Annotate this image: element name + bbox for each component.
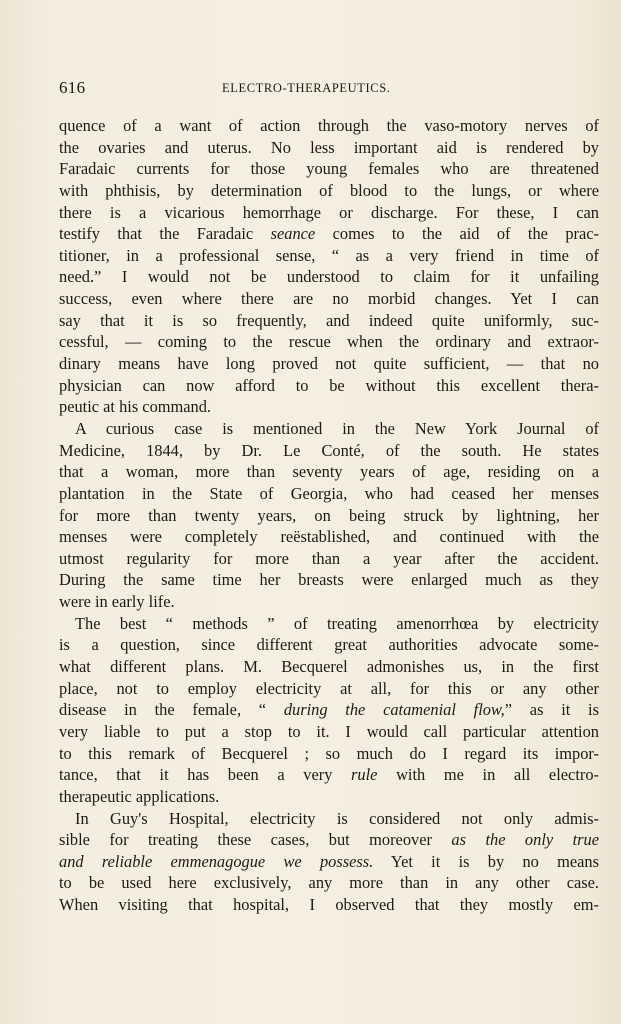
text-line: cessful, — coming to the rescue when the ordinary and extraor- xyxy=(59,332,599,352)
text-segment: comes to the aid of the prac- xyxy=(315,224,599,244)
text-line: Medicine, 1844, by Dr. Le Conté, of the south. He states xyxy=(59,440,599,460)
text-line xyxy=(59,699,599,721)
text-segment: ” as it is xyxy=(504,700,599,720)
text-line: physician can now afford to be without this excellent thera- xyxy=(59,375,599,395)
text-line: to be used here exclusively, any more than in any other case. xyxy=(59,873,599,893)
text-line: with phthisis, by determination of blood to the lungs, or where xyxy=(59,180,599,200)
italic-text: rule xyxy=(351,765,378,785)
text-line: quence of a want of action through the vaso-motory nerves of xyxy=(59,116,599,135)
text-line: In Guy's Hospital, electricity is considered not only admis- xyxy=(75,808,599,828)
text-line: need.” I would not be understood to claim for it unfailing xyxy=(59,267,599,287)
page-number: 616 xyxy=(59,78,86,97)
text-line: is a question, since different great authorities advocate some- xyxy=(59,635,599,655)
text-line: for more than twenty years, on being struck by lightning, her xyxy=(59,505,599,525)
text-line: say that it is so frequently, and indeed quite uniformly, suc- xyxy=(59,310,599,330)
text-line xyxy=(59,764,599,786)
italic-text: as the only true xyxy=(451,830,600,850)
text-segment: with me in all electro- xyxy=(377,765,599,785)
text-line xyxy=(59,223,599,245)
text-line: menses were completely reëstablished, and continued with the xyxy=(59,527,599,547)
text-line: there is a vicarious hemorrhage or discharge. For these, I can xyxy=(59,202,599,222)
text-line: place, not to employ electricity at all, for this or any other xyxy=(59,678,599,698)
text-line: During the same time her breasts were enlarged much as they xyxy=(59,570,599,590)
text-line: the ovaries and uterus. No less important aid is rendered by xyxy=(59,137,599,157)
running-title: ELECTRO-THERAPEUTICS. xyxy=(222,81,391,95)
text-line: utmost regularity for more than a year after the accident. xyxy=(59,548,599,568)
text-line: When visiting that hospital, I observed that they mostly em- xyxy=(59,895,599,915)
text-line: plantation in the State of Georgia, who had ceased her menses xyxy=(59,483,599,503)
text-line: dinary means have long proved not quite sufficient, — that no xyxy=(59,354,599,374)
italic-text: and reliable emmenagogue we possess. xyxy=(59,851,374,871)
text-line: The best “ methods ” of treating amenorrhœa by electricity xyxy=(75,613,599,633)
text-line xyxy=(59,851,599,873)
text-line: to this remark of Becquerel ; so much do I regard its impor- xyxy=(59,743,599,763)
text-line xyxy=(59,829,599,851)
text-line: what different plans. M. Becquerel admonishes us, in the first xyxy=(59,657,599,677)
body-text xyxy=(59,115,599,916)
text-line: peutic at his command. xyxy=(59,397,212,417)
text-line: were in early life. xyxy=(59,592,175,612)
text-line: therapeutic applications. xyxy=(59,786,220,806)
text-line: success, even where there are no morbid changes. Yet I can xyxy=(59,289,599,309)
text-line: A curious case is mentioned in the New York Journal of xyxy=(75,418,599,438)
running-head xyxy=(59,78,559,98)
text-line: titioner, in a professional sense, “ as a very friend in time of xyxy=(59,245,599,265)
text-segment: sible for treating these cases, but moreover xyxy=(59,830,452,850)
text-segment: testify that the Faradaic xyxy=(59,224,271,244)
text-segment: disease in the female, “ xyxy=(59,700,284,720)
text-line: that a woman, more than seventy years of age, residing on a xyxy=(59,462,599,482)
text-segment: tance, that it has been a very xyxy=(59,765,352,785)
text-line: very liable to put a stop to it. I would call particular attention xyxy=(59,721,599,741)
italic-text: seance xyxy=(270,224,316,244)
italic-text: during the catamenial flow, xyxy=(283,700,505,720)
text-line: Faradaic currents for those young females who are threatened xyxy=(59,159,599,179)
text-segment: Yet it is by no means xyxy=(373,851,599,871)
